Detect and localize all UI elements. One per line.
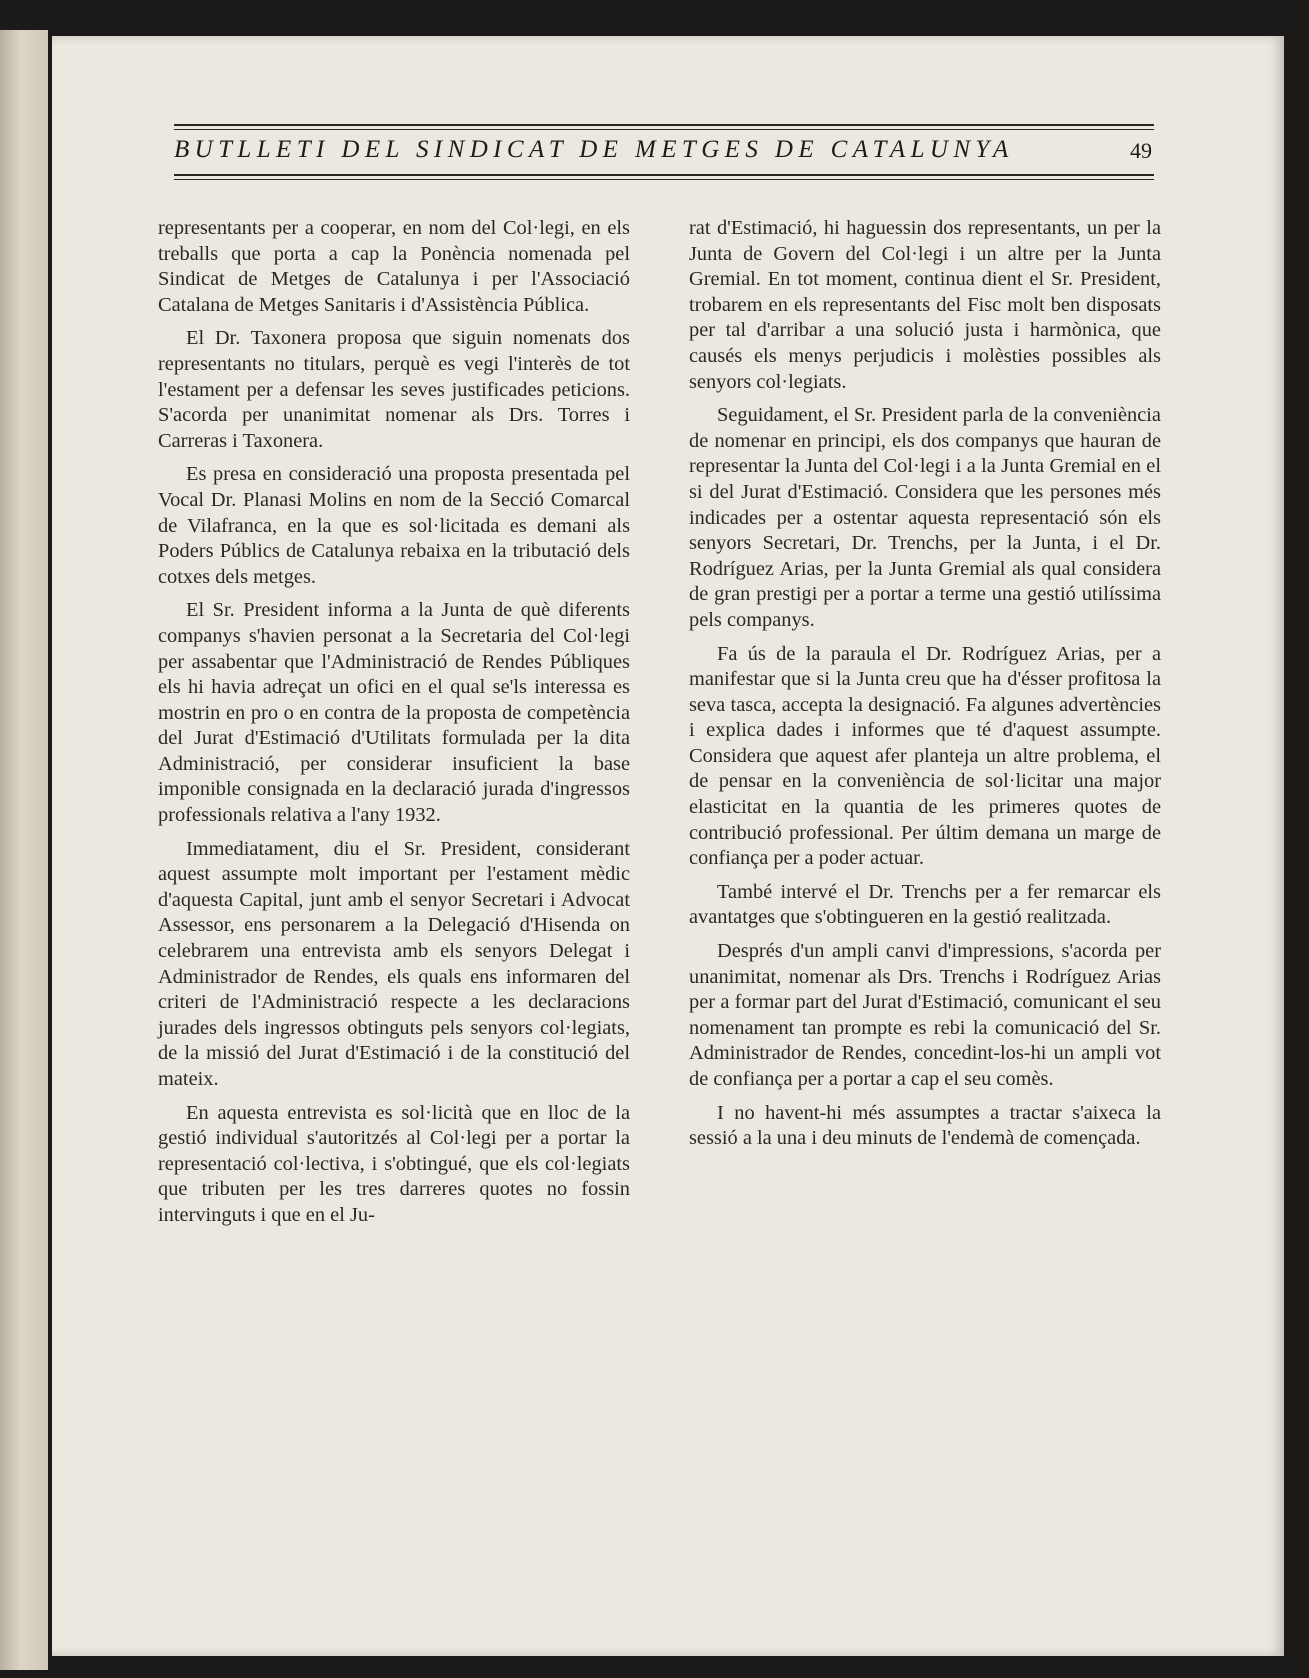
right-column (689, 216, 1161, 1237)
header-rule-top (174, 124, 1154, 126)
paragraph: Després d'un ampli canvi d'impressions, s'acorda per unanimitat, nomenar als Drs. Trenchs i Rodríguez Arias per a formar part del Jurat d'Estimació, comunicant el seu nomenament tan prompte es rebi la comunicació del Sr. Administrador de Rendes, concedint-los-hi un ampli vot de confiança per a portar a cap el seu comès. (689, 940, 1161, 1090)
left-column (158, 216, 630, 1237)
paragraph: I no havent-hi més assumptes a tractar s'aixeca la sessió a la una i deu minuts de l'endemà de començada. (689, 1101, 1161, 1150)
book-spine (0, 30, 48, 1670)
paragraph: Es presa en consideració una proposta presentada pel Vocal Dr. Planasi Molins en nom de la Secció Comarcal de Vilafranca, en la que es sol·licitada es demani als Poders Públics de Catalunya rebaixa en la tributació dels cotxes dels metges. (158, 463, 630, 588)
paragraph: Immediatament, diu el Sr. President, considerant aquest assumpte molt important per l'estament mèdic d'aquesta Capital, junt amb el senyor Secretari i Advocat Assessor, ens personarem a la Delegació d'Hisenda on celebrarem una entrevista amb els senyors Delegat i Administrador de Rendes, els quals ens informaren del criteri de l'Administració respecte a les declaracions jurades dels ingressos obtinguts pels senyors col·legiats, de la missió del Jurat d'Estimació i de la constitució del mateix. (158, 837, 630, 1090)
paragraph: rat d'Estimació, hi haguessin dos representants, un per la Junta de Govern del Col·legi i un altre per la Junta Gremial. En tot moment, continua dient el Sr. President, trobarem en els representants del Fisc molt ben disposats per tal d'arribar a una solució justa i harmònica, que causés els menys perjudicis i molèsties possibles als senyors col·legiats. (689, 217, 1161, 393)
journal-title: BUTLLETI DEL SINDICAT DE METGES DE CATALUNYA (174, 136, 1014, 163)
body-columns (158, 216, 1161, 1237)
header-rule-bottom (174, 174, 1154, 176)
header-rule-bottom-thin (174, 179, 1154, 180)
page-number: 49 (1130, 138, 1152, 163)
paragraph: En aquesta entrevista es sol·licità que en lloc de la gestió individual s'autoritzés al Col·legi per a portar la representació col·lectiva, i s'obtingué, que els col·legiats que tributen per les tres darreres quotes no fossin intervinguts i que en el Ju- (158, 1101, 630, 1226)
paragraph: El Sr. President informa a la Junta de què diferents companys s'havien personat a la Secretaria del Col·legi per assabentar que l'Administració de Rendes Públiques els hi havia adreçat un ofici en el qual se'ls interessa es mostrin en pro o en contra de la proposta de competència del Jurat d'Estimació d'Utilitats formulada per la dita Administració, per considerar insuficient la base imponible consignada en la declaració jurada d'ingressos professionals relativa a l'any 1932. (158, 599, 630, 827)
paragraph: El Dr. Taxonera proposa que siguin nomenats dos representants no titulars, perquè es vegi l'interès de tot l'estament per a defensar les seves justificades peticions. S'acorda per unanimitat nomenar als Drs. Torres i Carreras i Taxonera. (158, 327, 630, 452)
paragraph: També intervé el Dr. Trenchs per a fer remarcar els avantatges que s'obtingueren en la gestió realitzada. (689, 880, 1161, 929)
paragraph: representants per a cooperar, en nom del Col·legi, en els treballs que porta a cap la Ponència nomenada pel Sindicat de Metges de Catalunya i per l'Associació Catalana de Metges Sanitaris i d'Assistència Pública. (158, 217, 630, 316)
header-rule-top-thin (174, 129, 1154, 130)
paragraph: Seguidament, el Sr. President parla de la conveniència de nomenar en principi, els dos companys que hauran de representar la Junta del Col·legi i a la Junta Gremial en el si del Jurat d'Estimació. Considera que les persones més indicades per a ostentar aquesta representació són els senyors Secretari, Dr. Trenchs, per la Junta, i el Dr. Rodríguez Arias, per la Junta Gremial als qual considera de gran prestigi per a portar a terme una gestió utilíssima pels companys. (689, 404, 1161, 631)
running-head (174, 124, 1154, 196)
paragraph: Fa ús de la paraula el Dr. Rodríguez Arias, per a manifestar que si la Junta creu que ha d'ésser profitosa la seva tasca, accepta la designació. Fa algunes advertències i explica dades i informes que té d'aquest assumpte. Considera que aquest afer planteja un altre problema, el de pensar en la conveniència de sol·licitar una major elasticitat en la quantia de les primeres quotes de contribució professional. Per últim demana un marge de confiança per a poder actuar. (689, 642, 1161, 870)
journal-page (52, 36, 1284, 1656)
